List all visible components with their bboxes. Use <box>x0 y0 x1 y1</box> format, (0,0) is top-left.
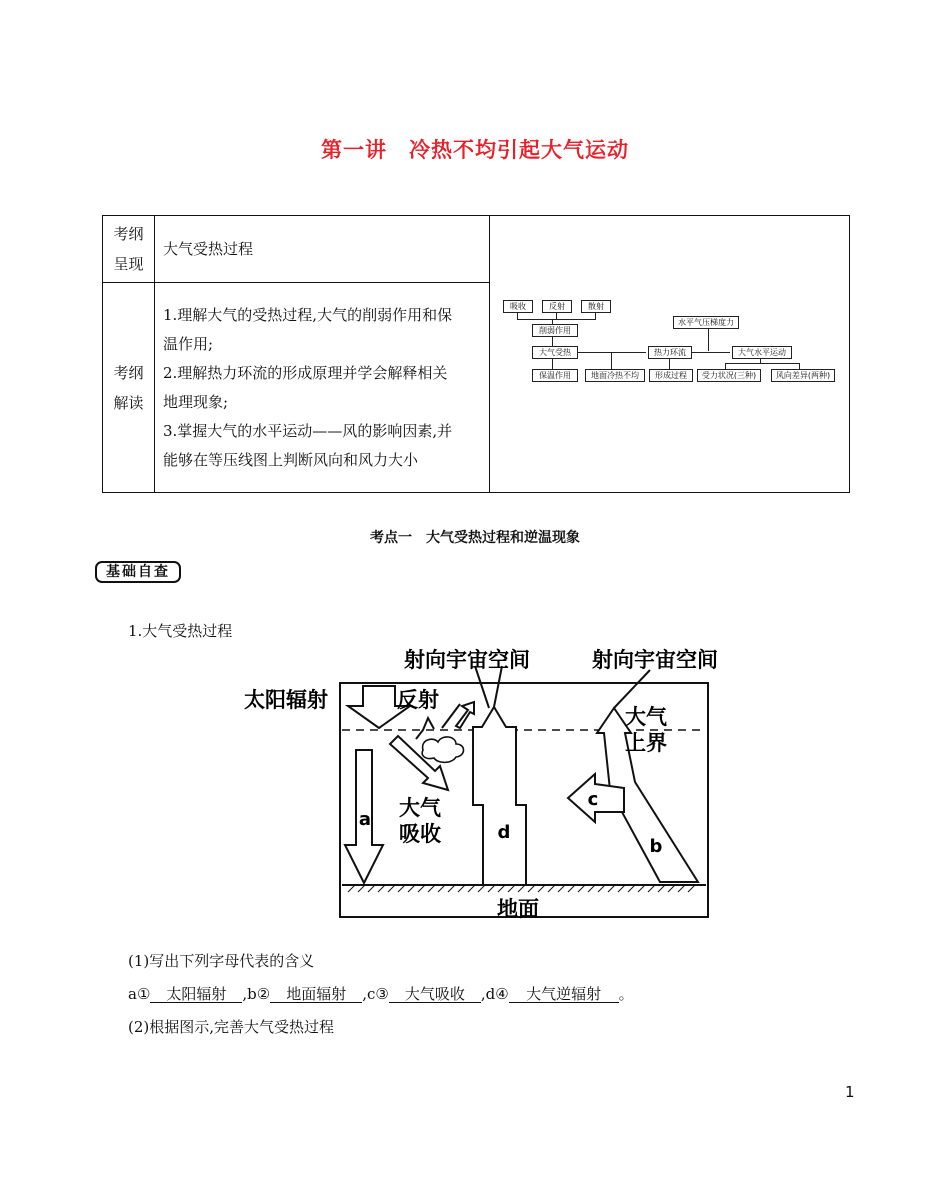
label-d: d <box>497 822 511 843</box>
flow-box-shouli: 受力状况(三种) <box>697 369 761 382</box>
flow-box-shuiping-yali: 水平气压梯度力 <box>673 316 739 329</box>
jichu-zicha-badge: 基础自查 <box>95 561 181 583</box>
flow-box-sanshe: 散射 <box>581 300 611 313</box>
label-solar: 太阳辐射 <box>244 688 328 712</box>
item-heading: 1.大气受热过程 <box>128 622 233 640</box>
label-c: c <box>587 789 599 810</box>
flow-box-baowen: 保温作用 <box>532 369 578 382</box>
flow-box-fanshe: 反射 <box>542 300 572 313</box>
knowledge-flowchart <box>490 216 850 493</box>
answer-a: 太阳辐射 <box>150 986 242 1003</box>
label-atm-top-1: 大气 <box>625 705 667 729</box>
label-reflect: 反射 <box>397 688 439 712</box>
flow-box-xingcheng: 形成过程 <box>649 369 693 382</box>
label-atm-absorb-2: 吸收 <box>399 822 441 846</box>
row-text-cheng-xian: 大气受热过程 <box>155 216 490 283</box>
page-number: 1 <box>845 1083 855 1101</box>
label-a: a <box>358 809 372 830</box>
question-2-prompt: (2)根据图示,完善大气受热过程 <box>128 1018 335 1036</box>
flow-box-shuiping-yundong: 大气水平运动 <box>732 346 792 359</box>
arrow-d <box>473 707 526 885</box>
atmosphere-heating-diagram <box>230 640 730 930</box>
label-b: b <box>649 836 663 857</box>
page-title: 第一讲 冷热不均引起大气运动 <box>321 138 629 162</box>
label-space-2: 射向宇宙空间 <box>592 648 718 672</box>
flow-box-xueruo: 削弱作用 <box>532 324 578 337</box>
leader-space1 <box>475 666 489 708</box>
label-ground: 地面 <box>497 897 539 921</box>
flow-box-reli: 热力环流 <box>648 346 692 359</box>
row-text-jie-du: 1.理解大气的受热过程,大气的削弱作用和保 温作用; 2.理解热力环流的形成原理并学会解释相关 地理现象; 3.掌握大气的水平运动——风的影响因素,并 能够在等压线图上判断风向和风力大小 <box>155 283 490 493</box>
question-1-prompt: (1)写出下列字母代表的含义 <box>128 952 315 970</box>
question-1-answers: a① 太阳辐射 ,b② 地面辐射 ,c③ 大气吸收 ,d④ 大气逆辐射 。 <box>128 985 634 1003</box>
answer-b: 地面辐射 <box>270 986 362 1003</box>
label-atm-absorb-1: 大气 <box>399 796 441 820</box>
label-atm-top-2: 上界 <box>625 731 667 755</box>
leader-space1b <box>494 666 502 707</box>
label-space-1: 射向宇宙空间 <box>404 648 530 672</box>
section-title: 考点一 大气受热过程和逆温现象 <box>370 530 580 546</box>
flow-box-daqi-shoure: 大气受热 <box>532 346 578 359</box>
outline-table <box>102 215 850 493</box>
ground-hatch <box>348 885 695 892</box>
flow-box-fengxiang: 风向差异(两种) <box>771 369 835 382</box>
flow-box-xishou: 吸收 <box>503 300 533 313</box>
row-label-cheng-xian: 考纲 呈现 <box>103 216 155 283</box>
answer-c: 大气吸收 <box>389 986 481 1003</box>
answer-d: 大气逆辐射 <box>509 986 619 1003</box>
leader-space2 <box>614 670 650 708</box>
cloud-icon <box>422 737 463 762</box>
row-label-jie-du: 考纲 解读 <box>103 283 155 493</box>
reflect-zigzag <box>416 718 434 739</box>
flow-box-dimian: 地面冷热不均 <box>585 369 645 382</box>
